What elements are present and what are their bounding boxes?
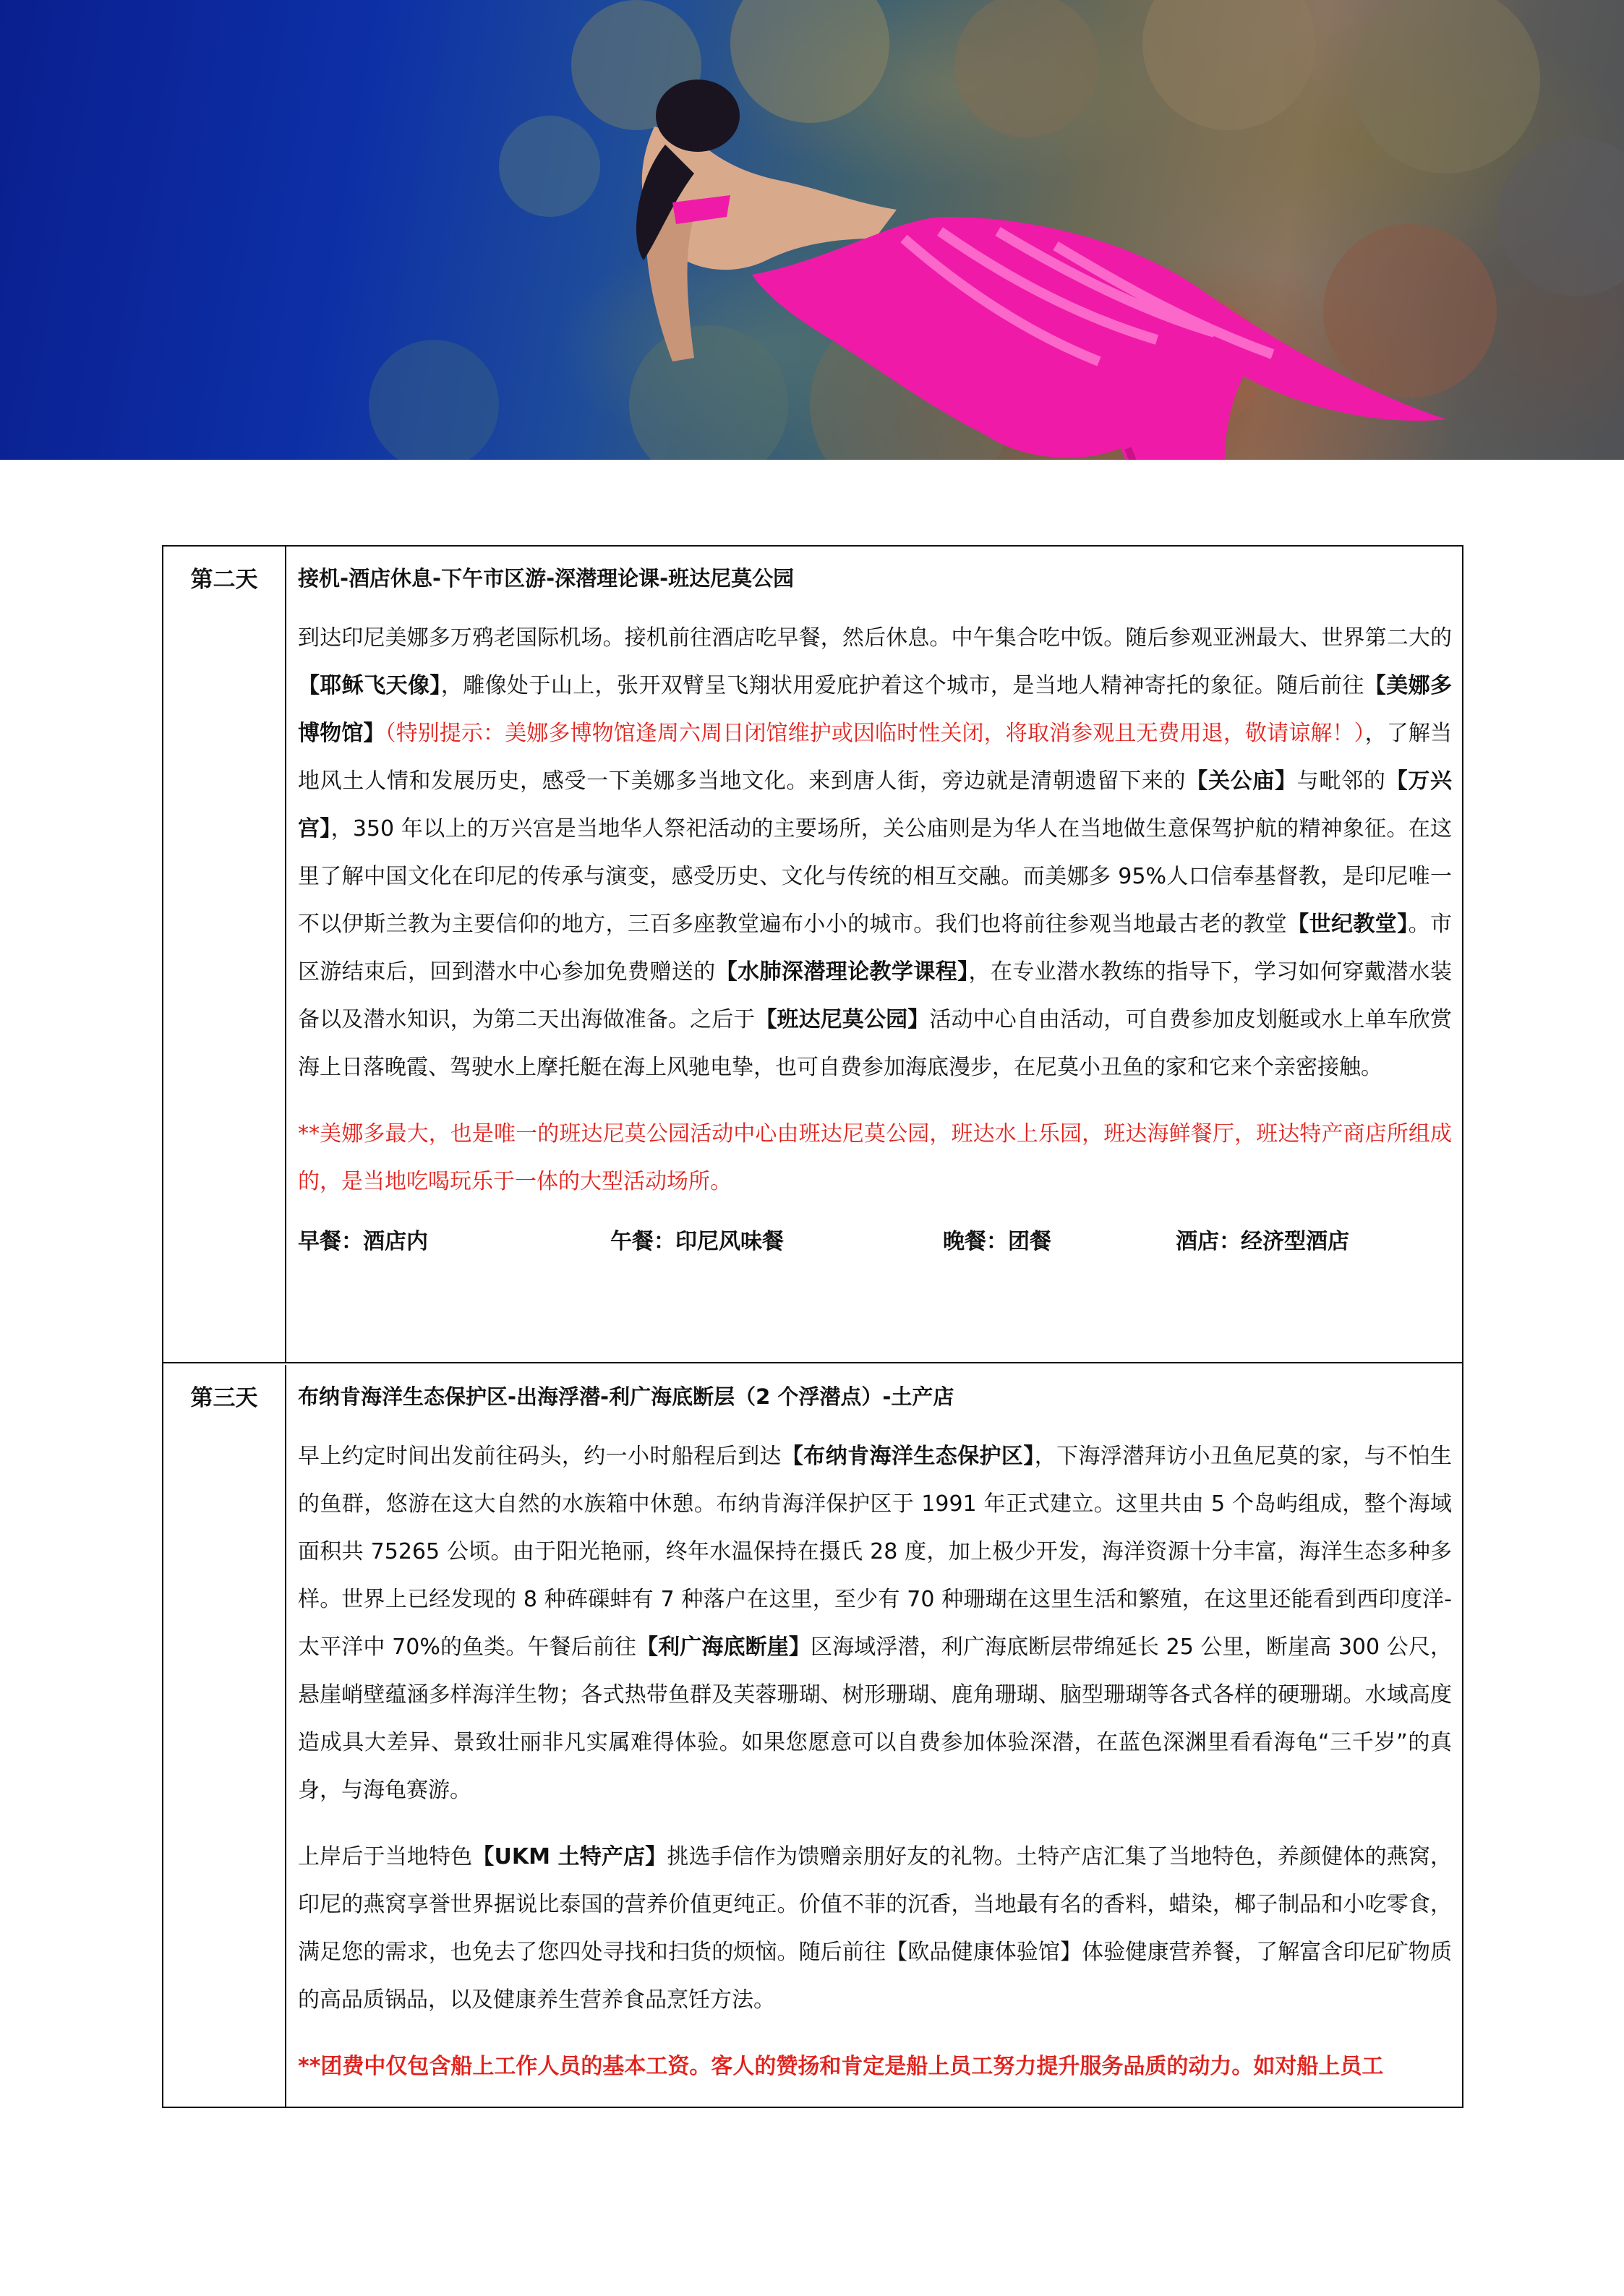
itinerary-table xyxy=(162,545,1463,2108)
day-row xyxy=(163,547,1462,1363)
meal-plan xyxy=(298,1220,1452,1264)
hotel-info: 酒店：经济型酒店 xyxy=(1176,1229,1349,1254)
highlight-attraction: 【利广海底断崖】 xyxy=(636,1635,811,1660)
highlight-attraction: 【耶稣飞天像】 xyxy=(298,673,441,698)
day-description: 早上约定时间出发前往码头，约一小时船程后到达【布纳肯海洋生态保护区】，下海浮潜拜访小丑鱼尼莫的家，与不怕生的鱼群，悠游在这大自然的水族箱中休憩。布纳肯海洋保护区于 1991 年正式建立。这里共由 5 个岛屿组成，整个海域面积共 75265 公顷。由于阳光艳丽，终年水温保持在摄氏 28 度，加上极少开发，海洋资源十分丰富，海洋生态多种多样。世界上已经发现的 8 种砗磲蚌有 7 种落户在这里，至少有 70 种珊瑚在这里生活和繁殖，在这里还能看到西印度洋-太平洋中 70%的鱼类。午餐后前往【利广海底断崖】区海域浮潜，利广海底断层带绵延长 25 公里，断崖高 300 公尺，悬崖峭壁蕴涵多样海洋生物；各式热带鱼群及芙蓉珊瑚、树形珊瑚、鹿角珊瑚、脑型珊瑚等各式各样的硬珊瑚。水域高度造成具大差异、景致壮丽非凡实属难得体验。如果您愿意可以自费参加体验深潜，在蓝色深渊里看看海龟“三千岁”的真身，与海龟赛游。 xyxy=(298,1444,1453,1803)
highlight-attraction: 【班达尼莫公园】 xyxy=(755,1007,930,1032)
breakfast-info: 早餐：酒店内 xyxy=(298,1229,428,1254)
day-description: 到达印尼美娜多万鸦老国际机场。接机前往酒店吃早餐，然后休息。中午集合吃中饭。随后参观亚洲最大、世界第二大的【耶稣飞天像】，雕像处于山上，张开双臂呈飞翔状用爱庇护着这个城市，是当地人精神寄托的象征。随后前往【美娜多博物馆】（特别提示：美娜多博物馆逢周六周日闭馆维护或因临时性关闭，将取消参观且无费用退，敬请谅解！），了解当地风土人情和发展历史，感受一下美娜多当地文化。来到唐人街，旁边就是清朝遗留下来的【关公庙】与毗邻的【万兴宫】，350 年以上的万兴宫是当地华人祭祀活动的主要场所，关公庙则是为华人在当地做生意保驾护航的精神象征。在这里了解中国文化在印尼的传承与演变，感受历史、文化与传统的相互交融。而美娜多 95%人口信奉基督教，是印尼唯一不以伊斯兰教为主要信仰的地方，三百多座教堂遍布小小的城市。我们也将前往参观当地最古老的教堂【世纪教堂】。市区游结束后，回到潜水中心参加免费赠送的【水肺深潜理论教学课程】，在专业潜水教练的指导下，学习如何穿戴潜水装备以及潜水知识，为第二天出海做准备。之后于【班达尼莫公园】活动中心自由活动，可自费参加皮划艇或水上单车欣赏海上日落晚霞、驾驶水上摩托艇在海上风驰电挚，也可自费参加海底漫步，在尼莫小丑鱼的家和它来个亲密接触。 xyxy=(298,625,1453,1080)
day-title: 接机-酒店休息-下午市区游-深潜理论课-班达尼莫公园 xyxy=(298,566,795,591)
highlight-attraction: 【世纪教堂】 xyxy=(1287,912,1409,937)
special-notice: （特别提示：美娜多博物馆逢周六周日闭馆维护或因临时性关闭，将取消参观且无费用退，敬请谅解！） xyxy=(385,721,1365,746)
highlight-attraction: 【UKM 土特产店】 xyxy=(472,1844,667,1869)
highlight-attraction: 【关公庙】 xyxy=(1186,768,1297,794)
day-content xyxy=(288,1365,1462,2108)
day-title: 布纳肯海洋生态保护区-出海浮潜-利广海底断层（2 个浮潜点）-土产店 xyxy=(298,1384,954,1409)
shopping-description: 上岸后于当地特色【UKM 土特产店】挑选手信作为馈赠亲朋好友的礼物。土特产店汇集了当地特色，养颜健体的燕窝，印尼的燕窝享誉世界据说比泰国的营养价值更纯正。价值不菲的沉香，当地最有名的香料，蜡染，椰子制品和小吃零食，满足您的需求，也免去了您四处寻找和扫货的烦恼。随后前往【欧品健康体验馆】体验健康营养餐，了解富含印尼矿物质的高品质锅品，以及健康养生营养食品烹饪方法。 xyxy=(298,1844,1453,2013)
dinner-info: 晚餐：团餐 xyxy=(943,1229,1051,1254)
tipping-note: **团费中仅包含船上工作人员的基本工资。客人的赞扬和肯定是船上员工努力提升服务品质的动力。如对船上员工 xyxy=(298,2054,1384,2079)
highlight-attraction: 【美娜多博物馆】 xyxy=(298,673,1453,746)
day-row xyxy=(163,1365,1462,2108)
day-content xyxy=(288,547,1462,1362)
day-label: 第三天 xyxy=(163,1365,286,2108)
day-label: 第二天 xyxy=(163,547,286,1362)
highlight-attraction: 【万兴宫】 xyxy=(298,768,1453,841)
lunch-info: 午餐：印尼风味餐 xyxy=(610,1229,784,1254)
highlight-attraction: 【布纳肯海洋生态保护区】 xyxy=(781,1444,1035,1469)
hero-photo xyxy=(0,0,1624,460)
highlight-attraction: 【水肺深潜理论教学课程】 xyxy=(715,959,969,985)
activity-center-note: **美娜多最大，也是唯一的班达尼莫公园活动中心由班达尼莫公园，班达水上乐园，班达海鲜餐厅，班达特产商店所组成的，是当地吃喝玩乐于一体的大型活动场所。 xyxy=(298,1121,1452,1194)
mermaid-illustration xyxy=(0,0,1624,460)
